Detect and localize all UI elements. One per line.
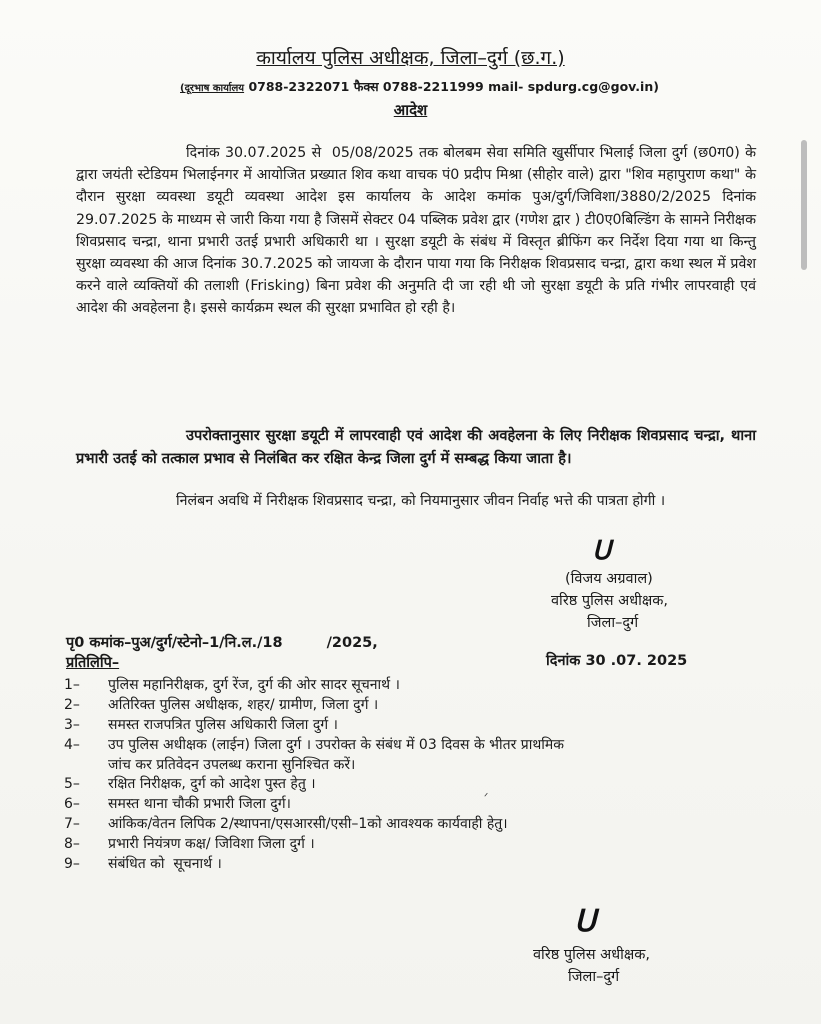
order-title: आदेश (393, 101, 428, 119)
list-item: 5– रक्षित निरीक्षक, दुर्ग को आदेश पुस्त हेतु । (64, 776, 316, 793)
signature-initials: ᑌ (592, 536, 612, 566)
phone-number: 0788-2322071 (248, 79, 350, 94)
list-item: 7– आंकिक/वेतन लिपिक 2/स्थापना/एसआरसी/एसी–1को आवश्यक कार्यवाही हेतु। (64, 816, 508, 833)
order-paragraph-3: निलंबन अवधि में निरीक्षक शिवप्रसाद चन्द्रा, को नियमानुसार जीवन निर्वाह भत्ते की पात्रता होगी । (176, 493, 666, 509)
copy-heading: प्रतिलिपि– (66, 655, 120, 671)
endorsement-reference: पृ0 कमांक–पुअ/दुर्ग/स्टेनो–1/नि.ल./18 /2025, (66, 635, 378, 651)
copy-list (64, 676, 764, 875)
signatory-designation: वरिष्ठ पुलिस अधीक्षक, (551, 593, 669, 609)
order-paragraph-1: दिनांक 30.07.2025 से 05/08/2025 तक बोलबम सेवा समिति खुर्सीपार भिलाई जिला दुर्ग (छ0ग0) के द्वारा जयंती स्टेडियम भिलाईनगर में आयोजित प्रख्यात शिव कथा वाचक पं0 प्रदीप मिश्रा (सीहोर वाले) द्वारा "शिव महापुराण कथा" के दौरान सुरक्षा व्यवस्था डयूटी व्यवस्था आदेश इस कार्यालय के आदेश कमांक पुअ/दुर्ग/जिविशा/3880/2/2025 दिनांक 29.07.2025 के माध्यम से जारी किया गया है जिसमें सेक्टर 04 पब्लिक प्रवेश द्वार (गणेश द्वार ) टी0ए0बिल्डिंग के सामने निरीक्षक शिवप्रसाद चन्द्रा, थाना प्रभारी उतई प्रभारी अधिकारी था । सुरक्षा डयूटी के संबंध में विस्तृत ब्रीफिंग कर निर्देश दिया गया था किन्तु सुरक्षा व्यवस्था की आज दिनांक 30.7.2025 को जायजा के दौरान पाया गया कि निरीक्षक शिवप्रसाद चन्द्रा, द्वारा कथा स्थल में प्रवेश करने वाले व्यक्तियों की तलाशी (Frisking) बिना प्रवेश की अनुमति दी जा रही थी जो सुरक्षा डयूटी के प्रति गंभीर लापरवाही एवं आदेश की अवहेलना है। इससे कार्यक्रम स्थल की सुरक्षा प्रभावित हो रही है। (76, 145, 761, 317)
list-item: 1– पुलिस महानिरीक्षक, दुर्ग रेंज, दुर्ग की ओर सादर सूचनार्थ । (64, 677, 400, 693)
list-item: 8– प्रभारी नियंत्रण कक्ष/ जिविशा जिला दुर्ग । (64, 836, 315, 853)
phone-label: (दूरभाष कार्यालय (180, 83, 245, 94)
endorsement-date: दिनांक 30 .07. 2025 (546, 653, 688, 669)
list-item: 4– उप पुलिस अधीक्षक (लाईन) जिला दुर्ग । उपरोक्त के संबंध में 03 दिवस के भीतर प्राथमिक जांच कर प्रतिवेदन उपलब्ध कराना सुनिश्चित करें। (64, 737, 565, 773)
list-item: 3– समस्त राजपत्रित पुलिस अधिकारी जिला दुर्ग । (64, 717, 338, 733)
signature-initials-2: ᑌ (574, 904, 596, 939)
stray-mark: ᐟ (484, 792, 489, 803)
mail-address: spdurg.cg@gov.in) (527, 79, 659, 94)
list-item: 6– समस्त थाना चौकी प्रभारी जिला दुर्ग। (64, 796, 291, 813)
signatory-district: जिला–दुर्ग (587, 615, 639, 631)
fax-number: 0788-2211999 (382, 79, 484, 94)
office-header: कार्यालय पुलिस अधीक्षक, जिला–दुर्ग (छ.ग.) (256, 47, 565, 69)
mail-label: mail- (488, 79, 524, 94)
list-item: 9– संबंधित को सूचनार्थ । (64, 856, 222, 873)
contact-line (180, 78, 660, 95)
fax-label: फैक्स (353, 79, 379, 94)
order-paragraph-2: उपरोक्तानुसार सुरक्षा डयूटी में लापरवाही एवं आदेश की अवहेलना के लिए निरीक्षक शिवप्रसाद चन्द्रा, थाना प्रभारी उतई को तत्काल प्रभाव से निलंबित कर रक्षित केन्द्र जिला दुर्ग में सम्बद्ध किया जाता है। (76, 427, 762, 467)
signatory-district-2: जिला–दुर्ग (568, 969, 620, 985)
signatory-name: (विजय अग्रवाल) (565, 571, 653, 587)
signatory-designation-2: वरिष्ठ पुलिस अधीक्षक, (533, 947, 651, 963)
scrollbar-thumb[interactable] (801, 140, 807, 270)
list-item: 2– अतिरिक्त पुलिस अधीक्षक, शहर/ ग्रामीण, जिला दुर्ग । (64, 697, 379, 713)
